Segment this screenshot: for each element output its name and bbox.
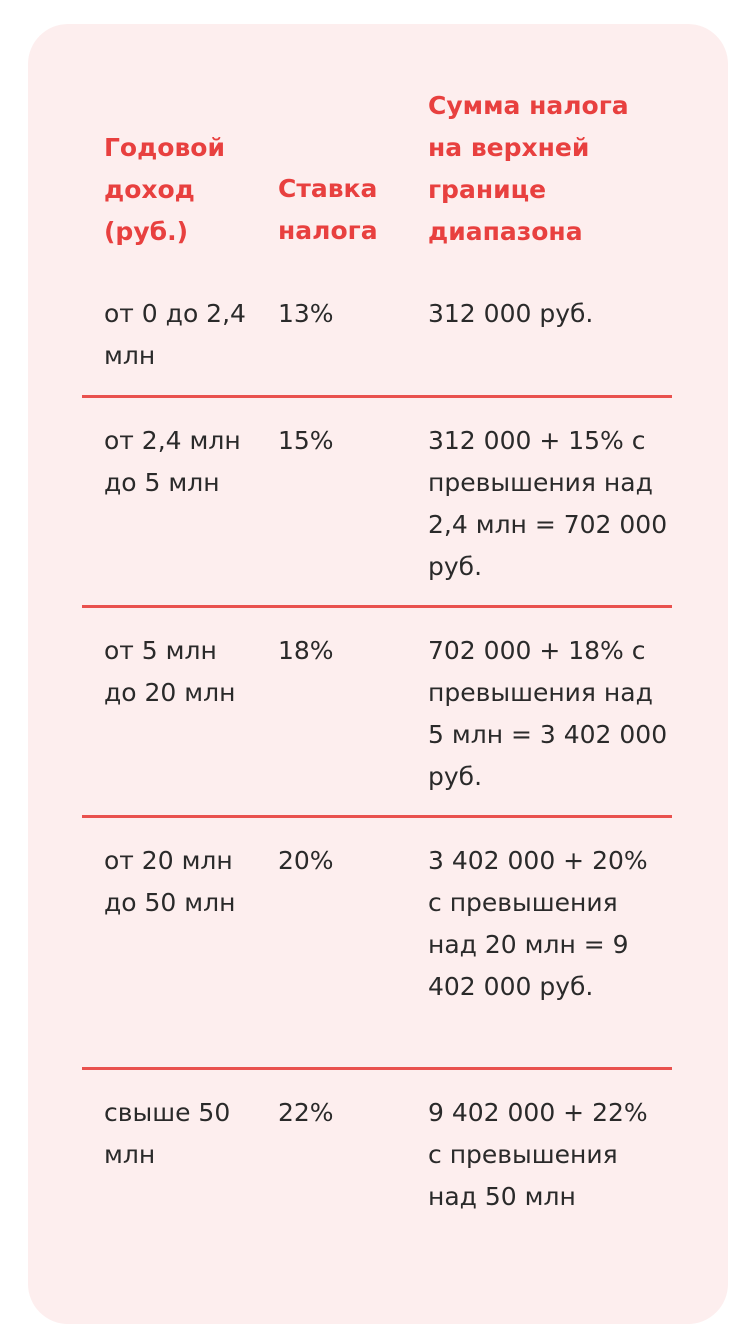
table-row-5-rate: 22%: [278, 1098, 334, 1127]
header-tax-rate: Ставка налога: [278, 174, 378, 245]
table-row-4-rate: 20%: [278, 846, 334, 875]
row-divider: [82, 815, 672, 818]
table-row-3-rate: 18%: [278, 636, 334, 665]
table-row-2-amount: 312 000 + 15% с превышения над 2,4 млн = 702 000 руб.: [428, 426, 668, 581]
table-row-4-amount: 3 402 000 + 20% с превышения над 20 млн = 9 402 000 руб.: [428, 846, 648, 1001]
table-row-5-income: свыше 50 млн: [104, 1098, 231, 1169]
table-row-4-income: от 20 млн до 50 млн: [104, 846, 236, 917]
header-annual-income: Годовой доход (руб.): [104, 133, 225, 246]
table-row-5-amount: 9 402 000 + 22% с превышения над 50 млн: [428, 1098, 648, 1211]
row-divider: [82, 1067, 672, 1070]
table-row-3-amount: 702 000 + 18% с превышения над 5 млн = 3 402 000 руб.: [428, 636, 668, 791]
header-tax-amount: Сумма налога на верхней границе диапазона: [428, 91, 629, 246]
table-row-1-income: от 0 до 2,4 млн: [104, 299, 246, 370]
table-row-1-amount: 312 000 руб.: [428, 299, 594, 328]
table-row-2-income: от 2,4 млн до 5 млн: [104, 426, 241, 497]
table-row-1-rate: 13%: [278, 299, 334, 328]
table-row-2-rate: 15%: [278, 426, 334, 455]
row-divider: [82, 605, 672, 608]
table-row-3-income: от 5 млн до 20 млн: [104, 636, 236, 707]
row-divider: [82, 395, 672, 398]
